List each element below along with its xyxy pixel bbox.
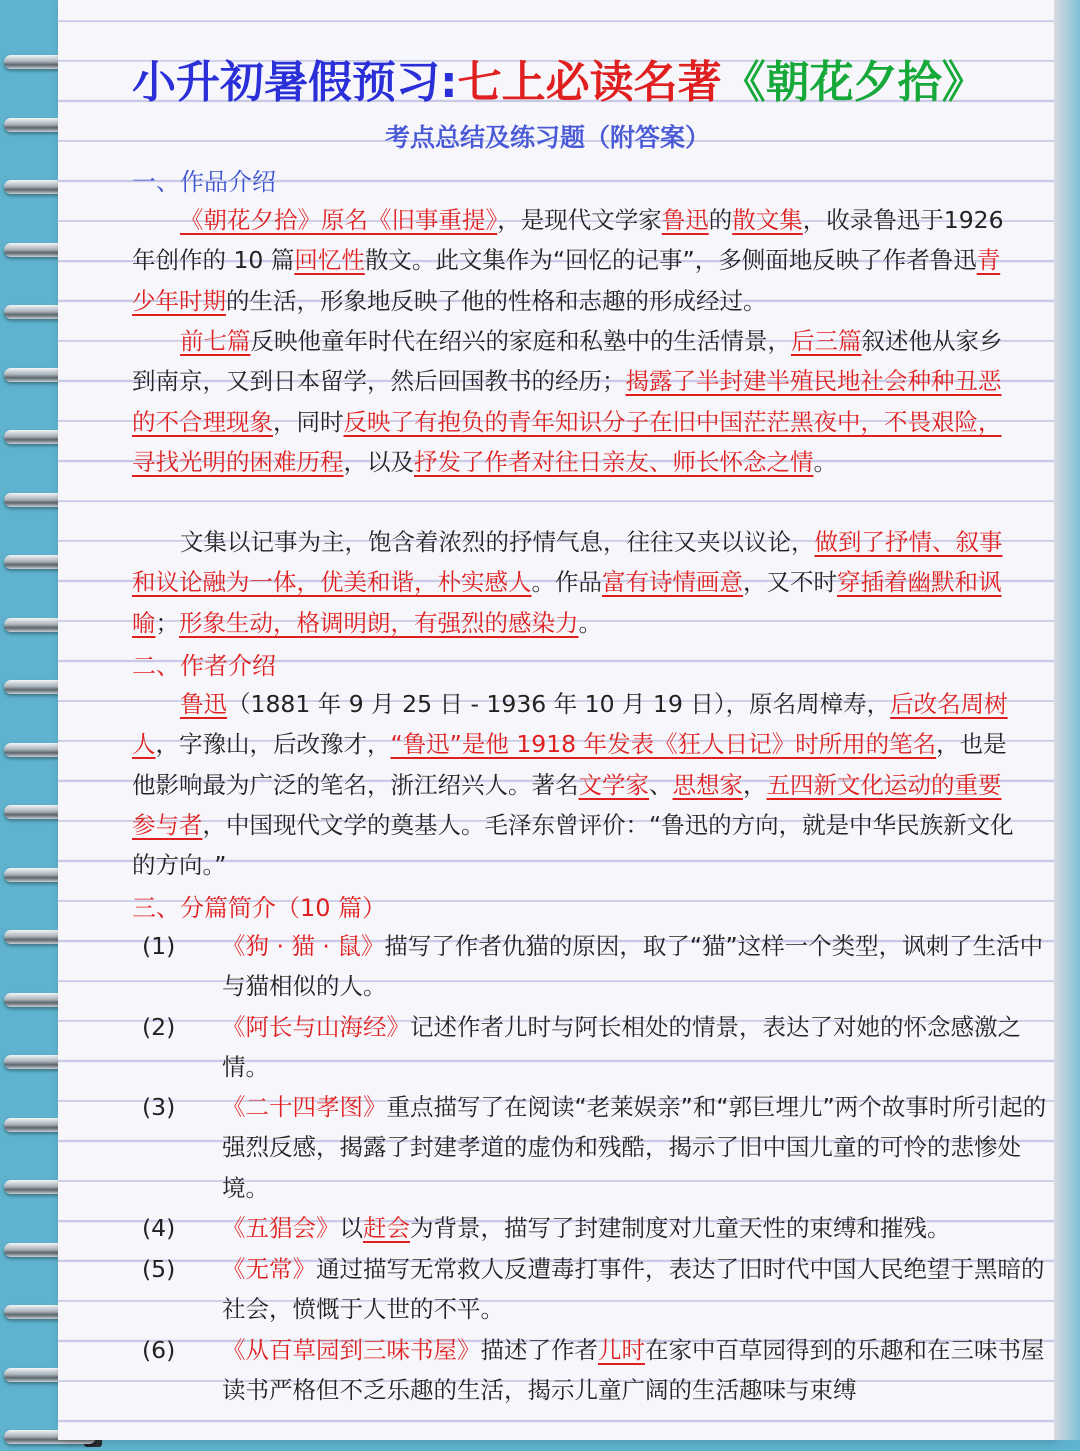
chapter-item-5: (5) 《无常》通过描写无常救人反遭毒打事件，表达了旧时代中国人民绝望于黑暗的社会，愤慨于人世的不平。: [142, 1255, 1045, 1324]
chapter-item-4: (4) 《五猖会》以赶会为背景，描写了封建制度对儿童天性的束缚和摧残。: [142, 1214, 951, 1242]
title-part-1: 小升初暑假预习:: [132, 57, 458, 108]
chapter-item-2: (2) 《阿长与山海经》记述作者儿时与阿长相处的情景，表达了对她的怀念感激之情。: [142, 1013, 1021, 1082]
section-heading-intro: 一、作品介绍: [132, 168, 276, 196]
chapter-item-3: (3) 《二十四孝图》重点描写了在阅读“老莱娱亲”和“郭巨埋儿”两个故事时所引起的强烈反感，揭露了封建孝道的虚伪和残酷，揭示了旧中国儿童的可怜的悲惨处境。: [142, 1093, 1047, 1202]
intro-paragraph-3: 文集以记事为主，饱含着浓烈的抒情气息，往往又夹以议论，做到了抒情、叙事和议论融为一体，优美和谐，朴实感人。作品富有诗情画意，又不时穿插着幽默和讽喻；形象生动，格调明朗，有强烈的感染力。: [132, 528, 1003, 637]
title-part-3: 《朝花夕拾》: [721, 57, 986, 108]
page-title: [132, 46, 1032, 110]
intro-paragraph-1: 《朝花夕拾》原名《旧事重提》，是现代文学家鲁迅的散文集，收录鲁迅于1926 年创作的 10 篇回忆性散文。此文集作为“回忆的记事”，多侧面地反映了作者鲁迅青少年时期的生活，形象地反映了他的性格和志趣的形成经过。: [132, 206, 1004, 315]
chapter-item-1: (1) 《狗 · 猫 · 鼠》描写了作者仇猫的原因，取了“猫”这样一个类型，讽刺了生活中与猫相似的人。: [142, 932, 1044, 1001]
section-heading-chapters: 三、分篇简介（10 篇）: [132, 894, 387, 922]
chapter-item-6: (6) 《从百草园到三味书屋》描述了作者儿时在家中百草园得到的乐趣和在三味书屋读书严格但不乏乐趣的生活，揭示儿童广阔的生活趣味与束缚: [142, 1336, 1045, 1405]
page-subtitle: 考点总结及练习题（附答案）: [385, 123, 711, 152]
notebook-edge: [1054, 0, 1080, 1440]
title-part-2: 七上必读名著: [457, 57, 722, 108]
section-heading-author: 二、作者介绍: [132, 652, 276, 680]
author-paragraph: 鲁迅（1881 年 9 月 25 日 - 1936 年 10 月 19 日），原名周樟寿，后改名周树人，字豫山，后改豫才，“鲁迅”是他 1918 年发表《狂人日记》时所用的笔名，也是他影响最为广泛的笔名，浙江绍兴人。著名文学家、思想家，五四新文化运动的重要参与者，中国现代文学的奠基人。毛泽东曾评价：“鲁迅的方向，就是中华民族新文化的方向。”: [132, 690, 1014, 880]
intro-paragraph-2: 前七篇反映他童年时代在绍兴的家庭和私塾中的生活情景，后三篇叙述他从家乡到南京，又到日本留学，然后回国教书的经历；揭露了半封建半殖民地社会种种丑恶的不合理现象，同时反映了有抱负的青年知识分子在旧中国茫茫黑夜中，不畏艰险，寻找光明的困难历程，以及抒发了作者对往日亲友、师长怀念之情。: [132, 327, 1003, 476]
